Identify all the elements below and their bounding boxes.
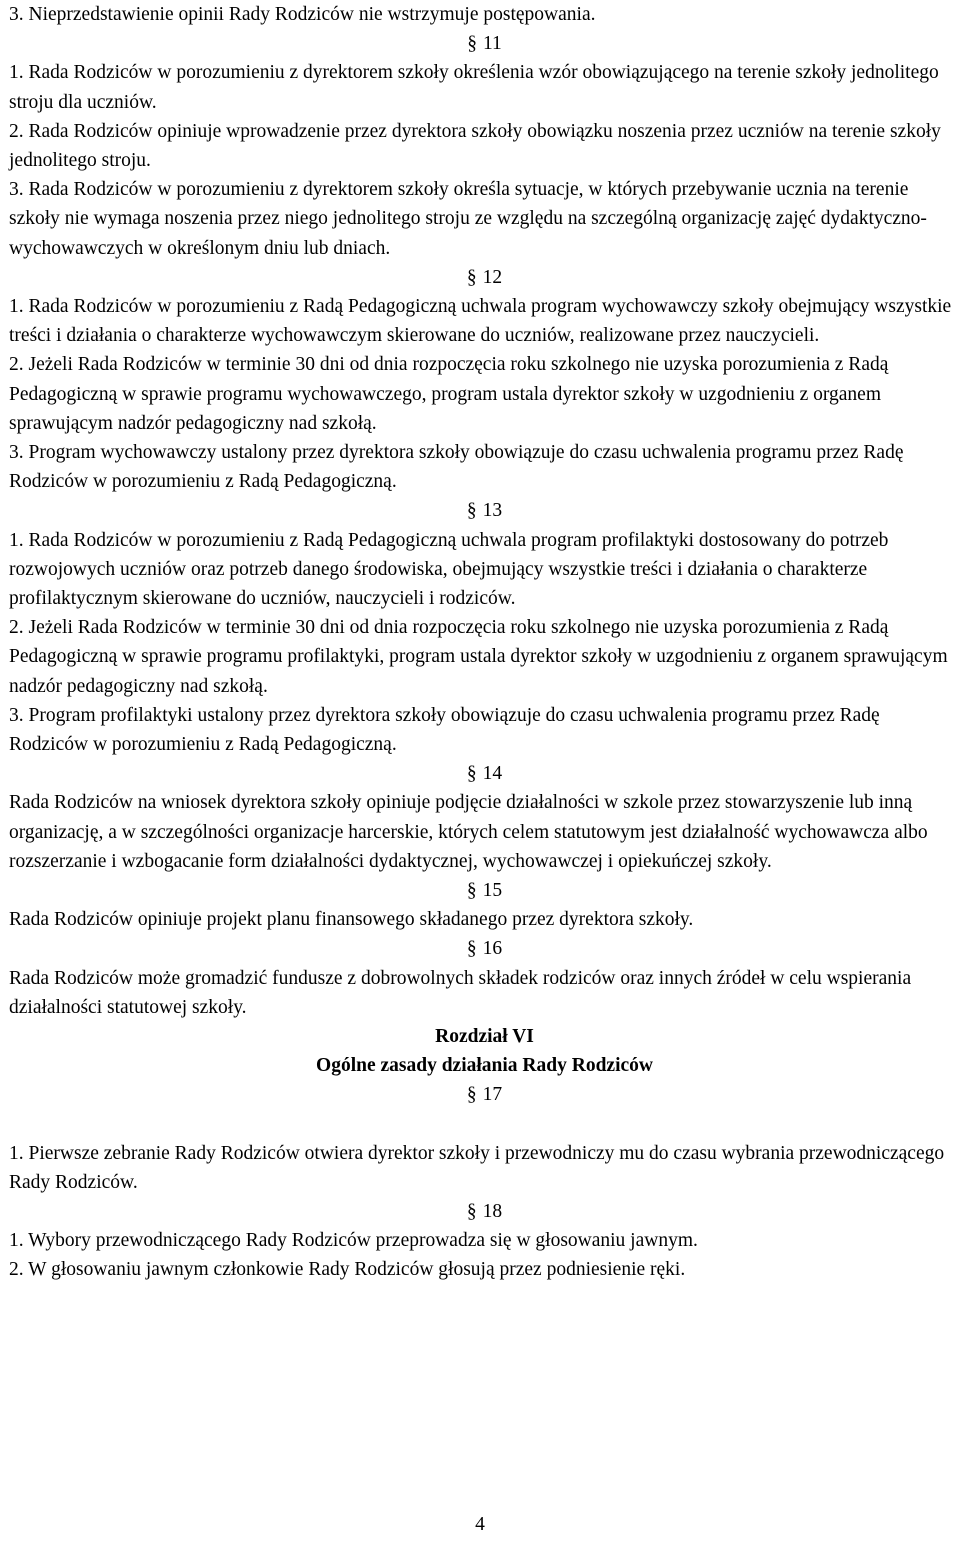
section-11 — [9, 29, 960, 58]
section-18 — [9, 1197, 960, 1226]
section-17 — [9, 1080, 960, 1109]
section-sign: § — [466, 763, 477, 785]
para-11-3: 3. Rada Rodziców w porozumieniu z dyrektorem szkoły określa sytuacje, w których przebywanie ucznia na terenie szkoły nie wymaga noszenia przez niego jednolitego stroju ze względu na szczególną organizację zajęć dydaktyczno-wychowawczych w określonym dniu lub dniach. — [9, 179, 927, 259]
section-13 — [9, 496, 960, 525]
section-15 — [9, 876, 960, 905]
section-sign: § — [467, 33, 477, 55]
para-13-1: 1. Rada Rodziców w porozumieniu z Radą Pedagogiczną uchwala program profilaktyki dostosowany do potrzeb rozwojowych uczniów oraz potrzeb danego środowiska, obejmujący wszystkie treści i działania o charakterze profilaktycznym skierowane do uczniów, nauczycieli i rodziców. — [9, 529, 889, 610]
section-number: 18 — [482, 1201, 503, 1223]
para-12-3: 3. Program wychowawczy ustalony przez dyrektora szkoły obowiązuje do czasu uchwalenia programu przez Radę Rodziców w porozumieniu z Radą Pedagogiczną. — [9, 442, 904, 493]
section-number: 14 — [482, 763, 503, 785]
section-number: 17 — [482, 1084, 503, 1106]
para-16: Rada Rodziców może gromadzić fundusze z dobrowolnych składek rodziców oraz innych źródeł w celu wspierania działalności statutowej szkoły. — [9, 967, 912, 1018]
section-14 — [9, 759, 960, 788]
chapter-title: Ogólne zasady działania Rady Rodziców — [316, 1055, 653, 1077]
section-sign: § — [466, 500, 477, 522]
section-number: 13 — [482, 500, 503, 522]
para-11-prev-3: 3. Nieprzedstawienie opinii Rady Rodziców nie wstrzymuje postępowania. — [9, 4, 596, 25]
section-number: 11 — [482, 33, 502, 55]
section-number: 16 — [482, 938, 503, 960]
para-18-1: 1. Wybory przewodniczącego Rady Rodziców przeprowadza się w głosowaniu jawnym. — [9, 1230, 698, 1252]
chapter-number: Rozdział VI — [435, 1026, 534, 1048]
para-12-1: 1. Rada Rodziców w porozumieniu z Radą Pedagogiczną uchwala program wychowawczy szkoły obejmujący wszystkie treści i działania o charakterze wychowawczym skierowane do uczniów, realizowane przez nauczycieli. — [9, 296, 952, 347]
para-12-2: 2. Jeżeli Rada Rodziców w terminie 30 dni od dnia rozpoczęcia roku szkolnego nie uzyska porozumienia z Radą Pedagogiczną w sprawie programu wychowawczego, program ustala dyrektor szkoły w uzgodnieniu z organem sprawującym nadzór pedagogiczny nad szkołą. — [9, 354, 889, 434]
para-14: Rada Rodziców na wniosek dyrektora szkoły opiniuje podjęcie działalności w szkole przez stowarzyszenie lub inną organizację, a w szczególności organizacje harcerskie, których celem statutowym jest działalność wychowawcza albo rozszerzanie i wzbogacanie form działalności dydaktycznej, wychowawczej i opiekuńczej szkoły. — [9, 792, 928, 872]
document-body — [9, 0, 960, 1285]
page-number: 4 — [475, 1514, 485, 1535]
para-15: Rada Rodziców opiniuje projekt planu finansowego składanego przez dyrektora szkoły. — [9, 909, 694, 931]
section-16 — [9, 934, 960, 963]
section-12 — [9, 263, 960, 292]
para-11-2: 2. Rada Rodziców opiniuje wprowadzenie przez dyrektora szkoły obowiązku noszenia przez uczniów na terenie szkoły jednolitego stroju. — [9, 120, 941, 171]
section-sign: § — [466, 1084, 477, 1106]
para-11-1: 1. Rada Rodziców w porozumieniu z dyrektorem szkoły określenia wzór obowiązującego na terenie szkoły jednolitego stroju dla uczniów. — [9, 62, 939, 113]
section-sign: § — [466, 880, 477, 902]
section-sign: § — [466, 938, 477, 960]
section-sign: § — [466, 1201, 477, 1223]
section-sign: § — [466, 266, 477, 288]
section-number: 12 — [482, 266, 503, 288]
section-number: 15 — [482, 880, 503, 902]
para-18-2: 2. W głosowaniu jawnym członkowie Rady Rodziców głosują przez podniesienie ręki. — [9, 1259, 686, 1281]
para-13-2: 2. Jeżeli Rada Rodziców w terminie 30 dni od dnia rozpoczęcia roku szkolnego nie uzyska porozumienia z Radą Pedagogiczną w sprawie programu profilaktyki, program ustala dyrektor szkoły w uzgodnieniu z organem sprawującym nadzór pedagogiczny nad szkołą. — [9, 617, 948, 697]
para-17-1: 1. Pierwsze zebranie Rady Rodziców otwiera dyrektor szkoły i przewodniczy mu do czasu wybrania przewodniczącego Rady Rodziców. — [9, 1142, 945, 1193]
para-13-3: 3. Program profilaktyki ustalony przez dyrektora szkoły obowiązuje do czasu uchwalenia programu przez Radę Rodziców w porozumieniu z Radą Pedagogiczną. — [9, 704, 880, 756]
